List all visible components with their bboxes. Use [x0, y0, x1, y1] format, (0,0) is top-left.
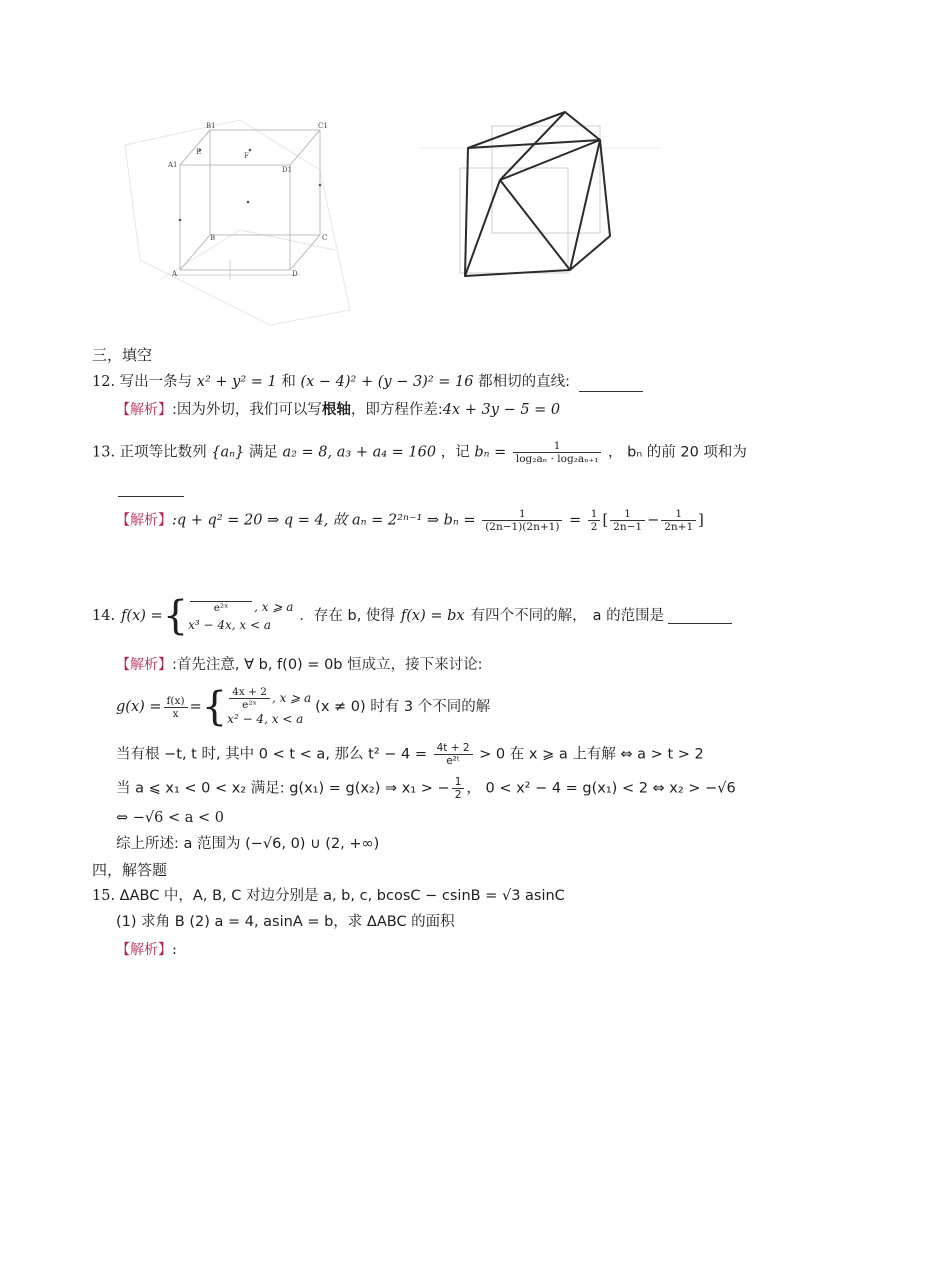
solution-keyword: 根轴 [321, 402, 351, 418]
fraction-numerator: 1 [482, 508, 562, 521]
fraction [610, 508, 645, 533]
math-expr: bₙ = [474, 444, 507, 461]
fraction-denominator: e²ˣ [213, 602, 229, 614]
answer-blank [118, 484, 184, 497]
solution-text: ， 0 < x² − 4 = g(x₁) < 2 ⇔ x₂ > −√6 [466, 780, 736, 797]
section-heading: 四，解答题 [92, 861, 168, 879]
fraction-numerator: 1 [610, 508, 645, 521]
solution-14 [116, 655, 483, 675]
math-expr: = [189, 699, 202, 715]
fraction-numerator: 1 [588, 508, 601, 521]
fraction [588, 508, 601, 533]
cube-label: C [322, 234, 328, 242]
math-expr: f(x) = [121, 608, 163, 624]
cube-label: C1 [318, 122, 328, 130]
fraction-denominator: log₂aₙ · log₂aₙ₊₁ [515, 453, 599, 465]
fraction-denominator: e²ᵗ [446, 755, 460, 767]
question-14 [92, 593, 732, 639]
solution-tag: 【解析】 [116, 402, 172, 418]
cube-label: B1 [206, 122, 216, 130]
question-13 [92, 440, 747, 465]
solution-15 [116, 940, 177, 960]
solution-text: ，即方程作差: [350, 402, 443, 418]
solution-tag: 【解析】 [116, 942, 172, 958]
question-number: 13. [92, 444, 116, 461]
case-expression: x² − 4, x < a [227, 712, 304, 726]
solution-text: :首先注意, ∀ b, f(0) = 0b 恒成立，接下来讨论: [172, 657, 483, 673]
solution-14-conclusion: 综上所述: a 范围为 (−√6, 0) ∪ (2, +∞) [116, 836, 380, 852]
fraction-denominator: e²ˣ [242, 699, 257, 711]
solution-14-line3 [116, 742, 704, 767]
question-number: 14. [92, 608, 116, 624]
figure-cube [120, 110, 360, 330]
solution-text: > 0 在 x ⩾ a 上有解 ⇔ a > t > 2 [479, 746, 704, 763]
fraction-denominator: x [172, 707, 179, 720]
fraction [452, 776, 465, 801]
solution-14-g [116, 686, 490, 728]
question-text: a 的范围是 [592, 608, 665, 624]
cube-label: A1 [168, 161, 178, 169]
fraction-numerator: 4t + 2 [434, 742, 473, 755]
solution-text: 当 a ⩽ x₁ < 0 < x₂ 满足: g(x₁) = g(x₂) ⇒ x₁ > − [116, 780, 450, 797]
fraction [661, 508, 696, 533]
question-12 [92, 372, 643, 392]
cube-label: D [292, 270, 298, 278]
fraction-denominator: 2n−1 [613, 521, 643, 533]
question-number: 12. [92, 374, 116, 390]
math-expr: a₂ = 8, a₃ + a₄ = 160 [282, 444, 437, 461]
solution-14-line4 [116, 776, 736, 801]
solution-13 [116, 508, 704, 533]
question-text: 满足 [248, 444, 278, 461]
solution-12 [116, 400, 560, 420]
math-expr: 4x + 3y − 5 = 0 [442, 402, 561, 418]
solution-14-line5: ⇔ −√6 < a < 0 [116, 810, 224, 826]
answer-blank [668, 609, 732, 624]
question-text: 和 [281, 374, 296, 390]
math-expr: g(x) = [116, 699, 162, 715]
cube-label: A [172, 270, 178, 278]
question-15 [92, 886, 565, 906]
solution-tag: 【解析】 [116, 512, 172, 529]
answer-blank [579, 377, 643, 392]
solution-text: : [172, 942, 177, 958]
math-expr: :q + q² = 20 ⇒ q = 4, 故 aₙ = 2²ⁿ⁻¹ ⇒ bₙ = [172, 512, 476, 529]
question-number: 15. [92, 888, 116, 904]
fraction-numerator: 1 [452, 776, 465, 789]
solution-text: (x ≠ 0) 时有 3 个不同的解 [315, 699, 491, 715]
cube-label: F [244, 152, 249, 160]
question-text: 都相切的直线: [478, 374, 570, 390]
fraction [482, 508, 562, 533]
fraction-denominator: (2n−1)(2n+1) [485, 521, 560, 533]
solution-text: 当有根 −t, t 时, 其中 0 < t < a, 那么 t² − 4 = [116, 746, 427, 763]
piecewise [188, 598, 293, 634]
fraction-denominator: 2n+1 [664, 521, 694, 533]
math-expr: − [647, 512, 660, 529]
fraction [164, 695, 188, 720]
math-expr: f(x) = bx [400, 608, 465, 624]
fraction-numerator: 1 [513, 440, 602, 453]
bracket: [ [602, 512, 609, 529]
question-text: ．存在 b, 使得 [299, 608, 395, 624]
math-expr: (x − 4)² + (y − 3)² = 16 [300, 374, 474, 390]
math-expr: = [569, 512, 582, 529]
math-expr: {aₙ} [211, 444, 245, 461]
fraction-numerator: 4x + 2 [229, 686, 270, 699]
solution-tag: 【解析】 [116, 657, 172, 673]
question-text: 有四个不同的解， [470, 608, 587, 624]
case-condition: , x ⩾ a [271, 691, 312, 705]
fraction-numerator: 1 [661, 508, 696, 521]
question-text: bₙ 的前 20 项和为 [627, 444, 747, 461]
question-text: ， [608, 444, 623, 461]
fraction [190, 601, 252, 614]
question-text: ΔABC 中，A, B, C 对边分别是 a, b, c, bcosC − csinB = √3 asinC [119, 888, 565, 904]
section-heading: 三，填空 [92, 346, 153, 364]
bracket: ] [698, 512, 704, 529]
cube-label: E [196, 148, 202, 156]
piecewise [227, 686, 311, 728]
fraction [229, 686, 270, 711]
question-text: 写出一条与 [119, 374, 193, 390]
cube-label: D1 [282, 166, 293, 174]
fraction [513, 440, 602, 465]
brace: { [201, 684, 228, 730]
fraction-denominator: 2 [454, 789, 462, 801]
question-text: ，记 [440, 444, 470, 461]
figure-polyhedron [420, 108, 660, 288]
math-expr: x² + y² = 1 [196, 374, 277, 390]
cube-label: B [210, 234, 216, 242]
fraction-denominator: 2 [590, 521, 598, 533]
question-15-parts: (1) 求角 B (2) a = 4, asinA = b，求 ΔABC 的面积 [116, 914, 455, 930]
case-condition: , x ⩾ a [254, 600, 294, 614]
fraction-numerator: f(x) [164, 695, 188, 708]
question-text: 正项等比数列 [119, 444, 207, 461]
brace: { [162, 593, 189, 639]
case-expression: x³ − 4x, x < a [188, 618, 272, 632]
solution-text: :因为外切，我们可以写 [172, 402, 322, 418]
fraction [434, 742, 473, 767]
